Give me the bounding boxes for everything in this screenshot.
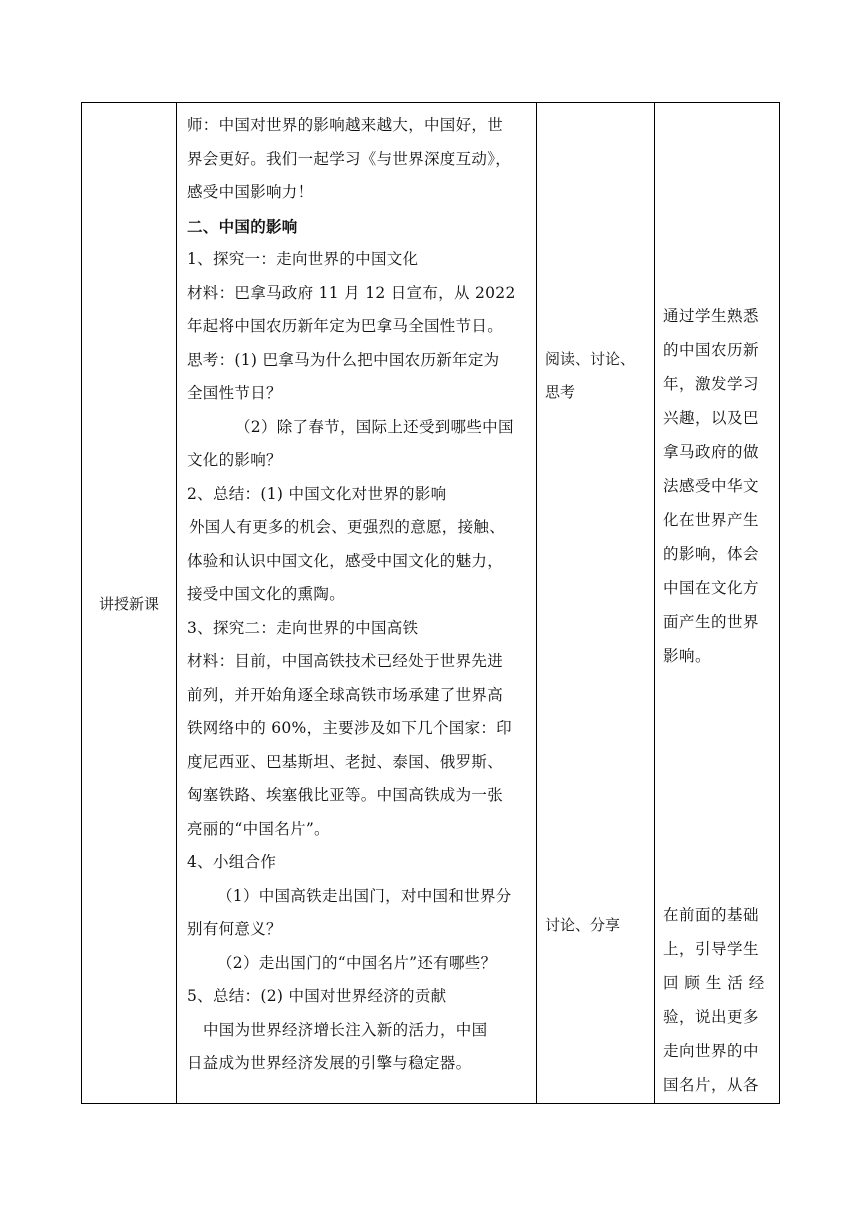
activity-line: 思考 (545, 383, 576, 401)
content-line: 中国为世界经济增长注入新的活力，中国 (203, 1020, 488, 1039)
content-line: 别有何意义？ (187, 920, 282, 938)
content-line: 材料：巴拿马政府 11 月 12 日宣布，从 2022 (187, 283, 516, 302)
content-line: 匈塞铁路、埃塞俄比亚等。中国高铁成为一张 (187, 786, 504, 804)
content-line: 4、小组合作 (187, 853, 277, 871)
table-row (82, 103, 780, 1104)
intent-line: 的中国农历新 (663, 341, 760, 359)
content-line: 思考：(1) 巴拿马为什么把中国农历新年定为 (187, 350, 500, 369)
content-line: 师：中国对世界的影响越来越大，中国好，世 (187, 116, 504, 134)
intent-line: 中国在文化方 (663, 579, 760, 597)
lesson-plan-table (81, 102, 780, 1104)
content-line: 外国人有更多的机会、更强烈的意愿，接触、 (189, 518, 506, 536)
intent-line: 通过学生熟悉 (663, 307, 760, 325)
intent-line: 化在世界产生 (663, 511, 760, 529)
content-line: （2）走出国门的“中国名片”还有哪些？ (217, 953, 497, 972)
intent-line: 兴趣，以及巴 (663, 409, 760, 427)
intent-line: 的影响，体会 (663, 545, 760, 563)
teaching-content-cell (177, 103, 537, 1104)
content-line: 2、总结：(1) 中国文化对世界的影响 (187, 484, 447, 503)
student-activity-2 (545, 909, 649, 942)
content-line: 材料：目前，中国高铁技术已经处于世界先进 (187, 652, 504, 670)
intent-line: 回 顾 生 活 经 (663, 974, 765, 992)
stage-cell (82, 103, 177, 1104)
section-heading: 二、中国的影响 (187, 216, 298, 236)
content-line: （2）除了春节，国际上还受到哪些中国 (235, 417, 514, 436)
student-activity-cell (537, 103, 655, 1104)
content-line: 1、探究一：走向世界的中国文化 (187, 250, 419, 268)
intent-line: 年，激发学习 (663, 375, 760, 393)
intent-line: 国名片，从各 (663, 1076, 760, 1094)
design-intent-1 (663, 299, 775, 673)
stage-label: 讲授新课 (98, 594, 159, 613)
content-line: 体验和认识中国文化，感受中国文化的魅力， (187, 551, 504, 570)
teaching-content (177, 103, 536, 1081)
content-line: 年起将中国农历新年定为巴拿马全国性节日。 (187, 317, 504, 335)
content-line: 接受中国文化的熏陶。 (187, 585, 346, 603)
content-line: 度尼西亚、巴基斯坦、老挝、泰国、俄罗斯、 (187, 752, 504, 771)
content-line: （1）中国高铁走出国门，对中国和世界分 (217, 886, 512, 905)
content-line: 5、总结：(2) 中国对世界经济的贡献 (187, 987, 447, 1005)
content-line: 全国性节日？ (187, 384, 282, 402)
content-line: 前列，并开始角逐全球高铁市场承建了世界高 (187, 685, 504, 704)
content-line: 界会更好。我们一起学习《与世界深度互动》， (187, 149, 512, 168)
intent-line: 法感受中华文 (663, 477, 760, 495)
intent-line: 上，引导学生 (663, 940, 760, 958)
activity-line: 阅读、讨论、 (545, 350, 636, 368)
student-activity-1 (545, 343, 649, 409)
design-intent-2 (663, 898, 775, 1102)
intent-line: 拿马政府的做 (663, 443, 760, 461)
design-intent-cell (655, 103, 780, 1104)
intent-line: 在前面的基础 (663, 906, 760, 924)
content-line: 日益成为世界经济发展的引擎与稳定器。 (187, 1054, 472, 1072)
activity-line: 讨论、分享 (545, 916, 621, 934)
content-line: 3、探究二：走向世界的中国高铁 (187, 618, 419, 637)
content-line: 感受中国影响力！ (187, 183, 314, 201)
intent-line: 验，说出更多 (663, 1008, 760, 1026)
intent-line: 面产生的世界 (663, 613, 760, 631)
content-line: 铁网络中的 60%，主要涉及如下几个国家：印 (187, 719, 512, 737)
intent-line: 影响。 (663, 647, 712, 665)
content-line: 文化的影响？ (187, 451, 282, 469)
intent-line: 走向世界的中 (663, 1042, 760, 1060)
content-line: 亮丽的“中国名片”。 (187, 819, 330, 838)
